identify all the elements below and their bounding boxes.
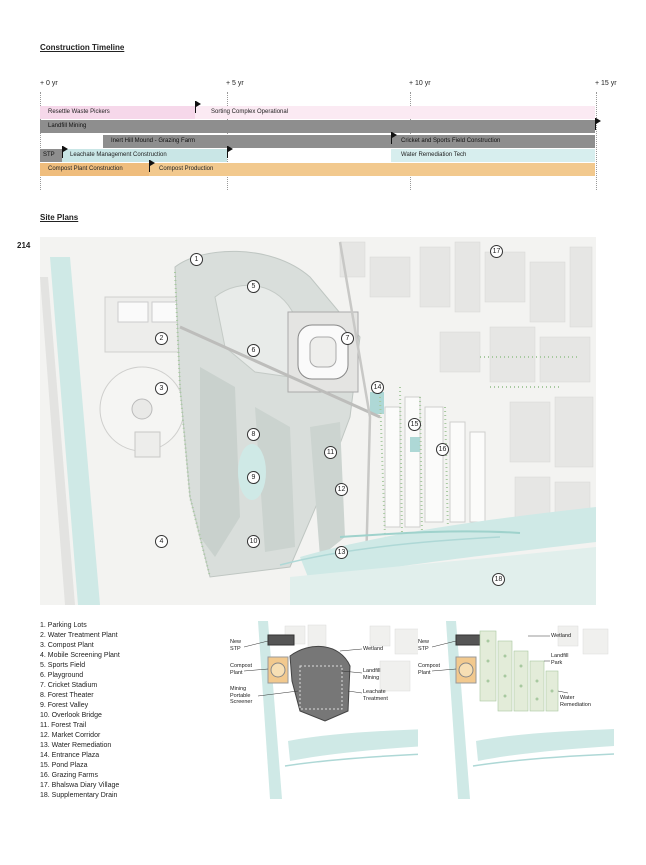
phase-diagram-drawing <box>230 621 426 799</box>
site-marker: 16 <box>436 443 449 456</box>
callout-wetland: Wetland <box>363 646 384 652</box>
timeline-bar-inert-hill: Inert Hill Mound - Grazing Farm <box>103 135 391 148</box>
timeline-bar-compost-production: Compost Production <box>149 163 595 176</box>
legend-item: 18. Supplementary Drain <box>40 792 118 799</box>
callout-leachate: Leachate Treatment <box>363 689 388 702</box>
timeline-bar-stp: STP <box>40 149 62 162</box>
site-marker: 10 <box>247 535 260 548</box>
milestone-flag-icon <box>62 146 68 153</box>
site-marker: 11 <box>324 446 337 459</box>
legend-item: 7. Cricket Stadium <box>40 682 98 689</box>
phase-diagram-landfill-park <box>418 621 614 799</box>
callout-wetland: Wetland <box>551 633 572 639</box>
site-marker: 4 <box>155 535 168 548</box>
timeline-bar-water-remediation: Water Remediation Tech <box>391 149 595 162</box>
callout-new-stp: New STP <box>230 639 242 652</box>
site-marker: 5 <box>247 280 260 293</box>
timeline-bar-cricket: Cricket and Sports Field Construction <box>391 135 595 148</box>
legend-item: 12. Market Corridor <box>40 732 101 739</box>
tick-label: + 15 yr <box>595 80 617 87</box>
site-marker: 12 <box>335 483 348 496</box>
tick-line <box>596 92 597 190</box>
legend-item: 1. Parking Lots <box>40 622 87 629</box>
site-marker: 1 <box>190 253 203 266</box>
site-marker: 7 <box>341 332 354 345</box>
legend-item: 15. Pond Plaza <box>40 762 88 769</box>
callout-mining-screener: Mining Portable Screener <box>230 686 253 705</box>
legend-item: 13. Water Remediation <box>40 742 112 749</box>
site-marker: 8 <box>247 428 260 441</box>
callout-new-stp: New STP <box>418 639 430 652</box>
callout-landfill-park: Landfill Park <box>551 653 569 666</box>
legend-item: 11. Forest Trail <box>40 722 87 729</box>
milestone-flag-icon <box>391 132 397 139</box>
legend-item: 14. Entrance Plaza <box>40 752 100 759</box>
site-marker: 15 <box>408 418 421 431</box>
site-marker: 6 <box>247 344 260 357</box>
tick-label: + 0 yr <box>40 80 58 87</box>
legend-item: 4. Mobile Screening Plant <box>40 652 120 659</box>
timeline-bar-resettle: Resettle Waste Pickers <box>40 106 195 119</box>
callout-compost-plant: Compost Plant <box>230 663 253 676</box>
legend-item: 5. Sports Field <box>40 662 86 669</box>
milestone-flag-icon <box>227 146 233 153</box>
timeline-bar-leachate: Leachate Management Construction <box>62 149 227 162</box>
site-marker: 17 <box>490 245 503 258</box>
site-legend <box>40 621 120 801</box>
site-marker: 14 <box>371 381 384 394</box>
legend-item: 6. Playground <box>40 672 84 679</box>
callout-compost-plant: Compost Plant <box>418 663 441 676</box>
milestone-flag-icon <box>149 160 155 167</box>
milestone-flag-icon <box>595 118 601 125</box>
legend-item: 2. Water Treatment Plant <box>40 632 118 639</box>
site-plan-map <box>40 237 596 605</box>
milestone-flag-icon <box>195 101 201 108</box>
legend-item: 10. Overlook Bridge <box>40 712 102 719</box>
callout-water-remediation: Water Remediation <box>560 695 591 708</box>
site-marker: 3 <box>155 382 168 395</box>
callout-landfill-mining: Landfill Mining <box>363 668 381 681</box>
site-marker: 9 <box>247 471 260 484</box>
site-marker: 2 <box>155 332 168 345</box>
phase-diagram-landfill-mining <box>230 621 426 799</box>
page-number: 214 <box>17 241 31 250</box>
legend-item: 17. Bhalswa Diary Village <box>40 782 120 789</box>
timeline-bar-compost-construction: Compost Plant Construction <box>40 163 149 176</box>
site-marker: 13 <box>335 546 348 559</box>
legend-item: 8. Forest Theater <box>40 692 94 699</box>
legend-item: 16. Grazing Farms <box>40 772 98 779</box>
timeline-bar-landfill-mining: Landfill Mining <box>40 120 595 133</box>
site-plan-drawing <box>40 237 596 605</box>
legend-item: 9. Forest Valley <box>40 702 89 709</box>
timeline-title: Construction Timeline <box>40 43 125 52</box>
tick-label: + 5 yr <box>226 80 244 87</box>
legend-item: 3. Compost Plant <box>40 642 94 649</box>
site-plans-title: Site Plans <box>40 213 79 222</box>
timeline-bar-sorting: Sorting Complex Operational <box>195 106 595 119</box>
tick-label: + 10 yr <box>409 80 431 87</box>
site-marker: 18 <box>492 573 505 586</box>
phase-diagram-drawing <box>418 621 614 799</box>
